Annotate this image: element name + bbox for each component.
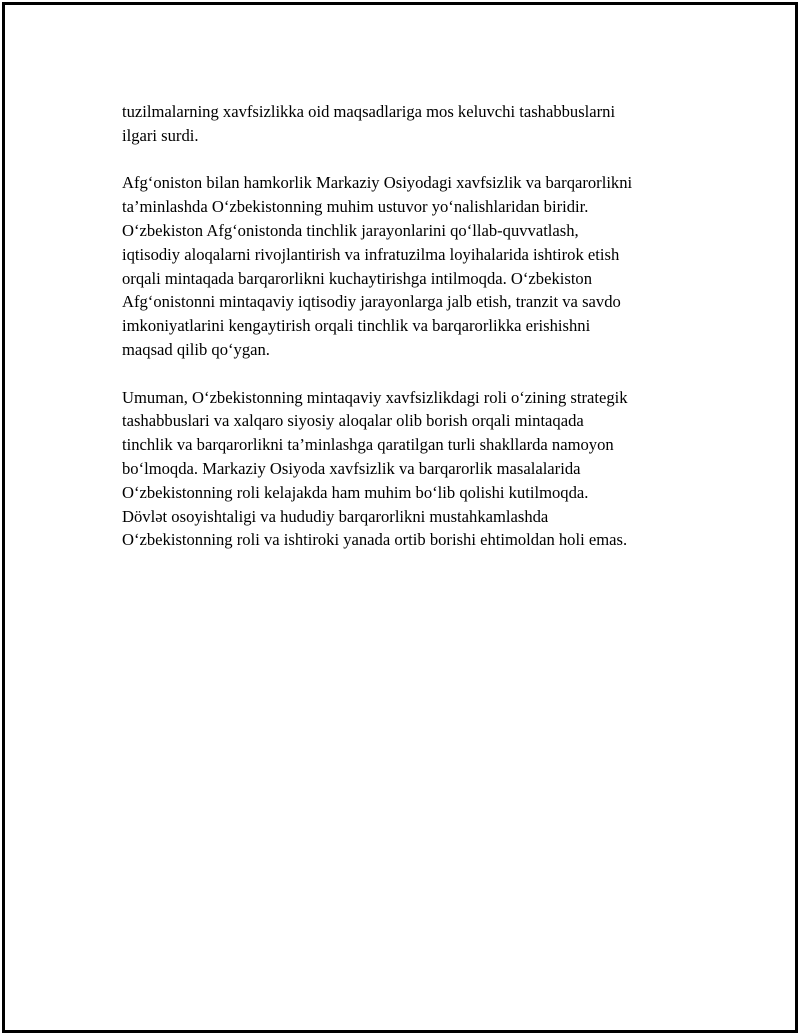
paragraph-gap <box>122 362 692 386</box>
text-line: orqali mintaqada barqarorlikni kuchaytirishga intilmoqda. O‘zbekiston <box>122 268 593 288</box>
text-line: O‘zbekiston Afg‘onistonda tinchlik jarayonlarini qo‘llab-quvvatlash, <box>122 220 579 240</box>
text-line: iqtisodiy aloqalarni rivojlantirish va infratuzilma loyihalarida ishtirok etish <box>122 244 620 264</box>
page-frame <box>2 2 798 1033</box>
text-line: tuzilmalarning xavfsizlikka oid maqsadlariga mos keluvchi tashabbuslarni <box>122 102 616 121</box>
paragraph-2 <box>122 171 692 361</box>
document-body <box>122 100 692 552</box>
text-line: maqsad qilib qo‘ygan. <box>122 339 270 359</box>
text-line: Dövlət osoyishtaligi va hududiy barqarorlikni mustahkamlashda <box>122 506 549 526</box>
paragraph-3 <box>122 386 692 553</box>
text-line: bo‘lmoqda. Markaziy Osiyoda xavfsizlik va barqarorlik masalalarida <box>122 458 581 478</box>
paragraph-gap <box>122 148 692 172</box>
text-line: Afg‘onistonni mintaqaviy iqtisodiy jarayonlarga jalb etish, tranzit va savdo <box>122 292 621 312</box>
paragraph-1 <box>122 100 692 148</box>
text-line: O‘zbekistonning roli va ishtiroki yanada ortib borishi ehtimoldan holi emas. <box>122 530 628 550</box>
text-line: tinchlik va barqarorlikni ta’minlashga qaratilgan turli shakllarda namoyon <box>122 435 614 455</box>
text-line: Umuman, O‘zbekistonning mintaqaviy xavfsizlikdagi roli o‘zining strategik <box>122 387 628 407</box>
text-line: ilgari surdi. <box>122 125 199 145</box>
text-line: O‘zbekistonning roli kelajakda ham muhim bo‘lib qolishi kutilmoqda. <box>122 482 589 502</box>
text-line: tashabbuslari va xalqaro siyosiy aloqalar olib borish orqali mintaqada <box>122 411 584 431</box>
text-line: Afg‘oniston bilan hamkorlik Markaziy Osiyodagi xavfsizlik va barqarorlikni <box>122 173 633 193</box>
text-line: ta’minlashda O‘zbekistonning muhim ustuvor yo‘nalishlaridan biridir. <box>122 197 589 217</box>
text-line: imkoniyatlarini kengaytirish orqali tinchlik va barqarorlikka erishishni <box>122 316 591 336</box>
